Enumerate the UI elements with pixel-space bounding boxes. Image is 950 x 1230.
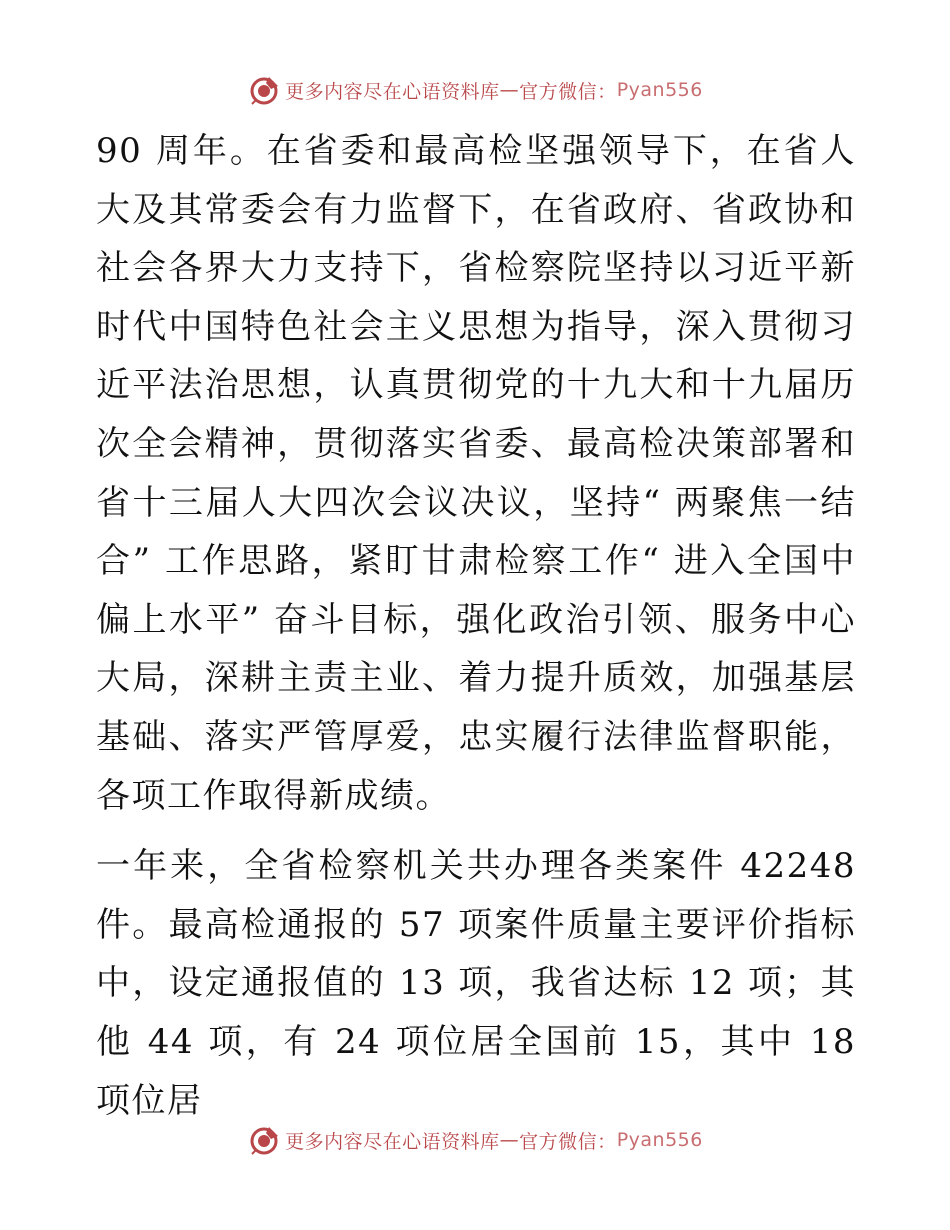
footer-contact-handle: Pyan556 <box>616 1129 703 1151</box>
document-body <box>96 122 856 1130</box>
footer-separator: — <box>499 1129 520 1151</box>
footer-watermark <box>0 1120 950 1160</box>
header-watermark <box>0 70 950 110</box>
header-separator: — <box>499 79 520 101</box>
footer-contact-label: 官方微信： <box>519 1130 617 1153</box>
header-contact-handle: Pyan556 <box>616 79 703 101</box>
pen-logo-icon <box>247 73 281 107</box>
header-watermark-text: 更多内容尽在心语资料库 <box>285 80 500 103</box>
paragraph-2: 一年来，全省检察机关共办理各类案件 42248 件。最高检通报的 57 项案件质量主要评价指标中，设定通报值的 13 项，我省达标 12 项；其他 44 项，有 24 项位居全国前 15，其中 18 项位居 <box>96 846 856 1121</box>
paragraph-1: 90 周年。在省委和最高检坚强领导下，在省人大及其常委会有力监督下，在省政府、省政协和社会各界大力支持下，省检察院坚持以习近平新时代中国特色社会主义思想为指导，深入贯彻习近平法治思想，认真贯彻党的十九大和十九届历次全会精神，贯彻落实省委、最高检决策部署和省十三届人大四次会议决议，坚持“ 两聚焦一结合” 工作思路，紧盯甘肃检察工作“ 进入全国中偏上水平” 奋斗目标，强化政治引领、服务中心大局，深耕主责主业、着力提升质效，加强基层基础、落实严管厚爱，忠实履行法律监督职能，各项工作取得新成绩。 <box>96 131 856 816</box>
footer-watermark-text: 更多内容尽在心语资料库 <box>285 1130 500 1153</box>
header-contact-label: 官方微信： <box>519 80 617 103</box>
pen-logo-icon <box>247 1123 281 1157</box>
